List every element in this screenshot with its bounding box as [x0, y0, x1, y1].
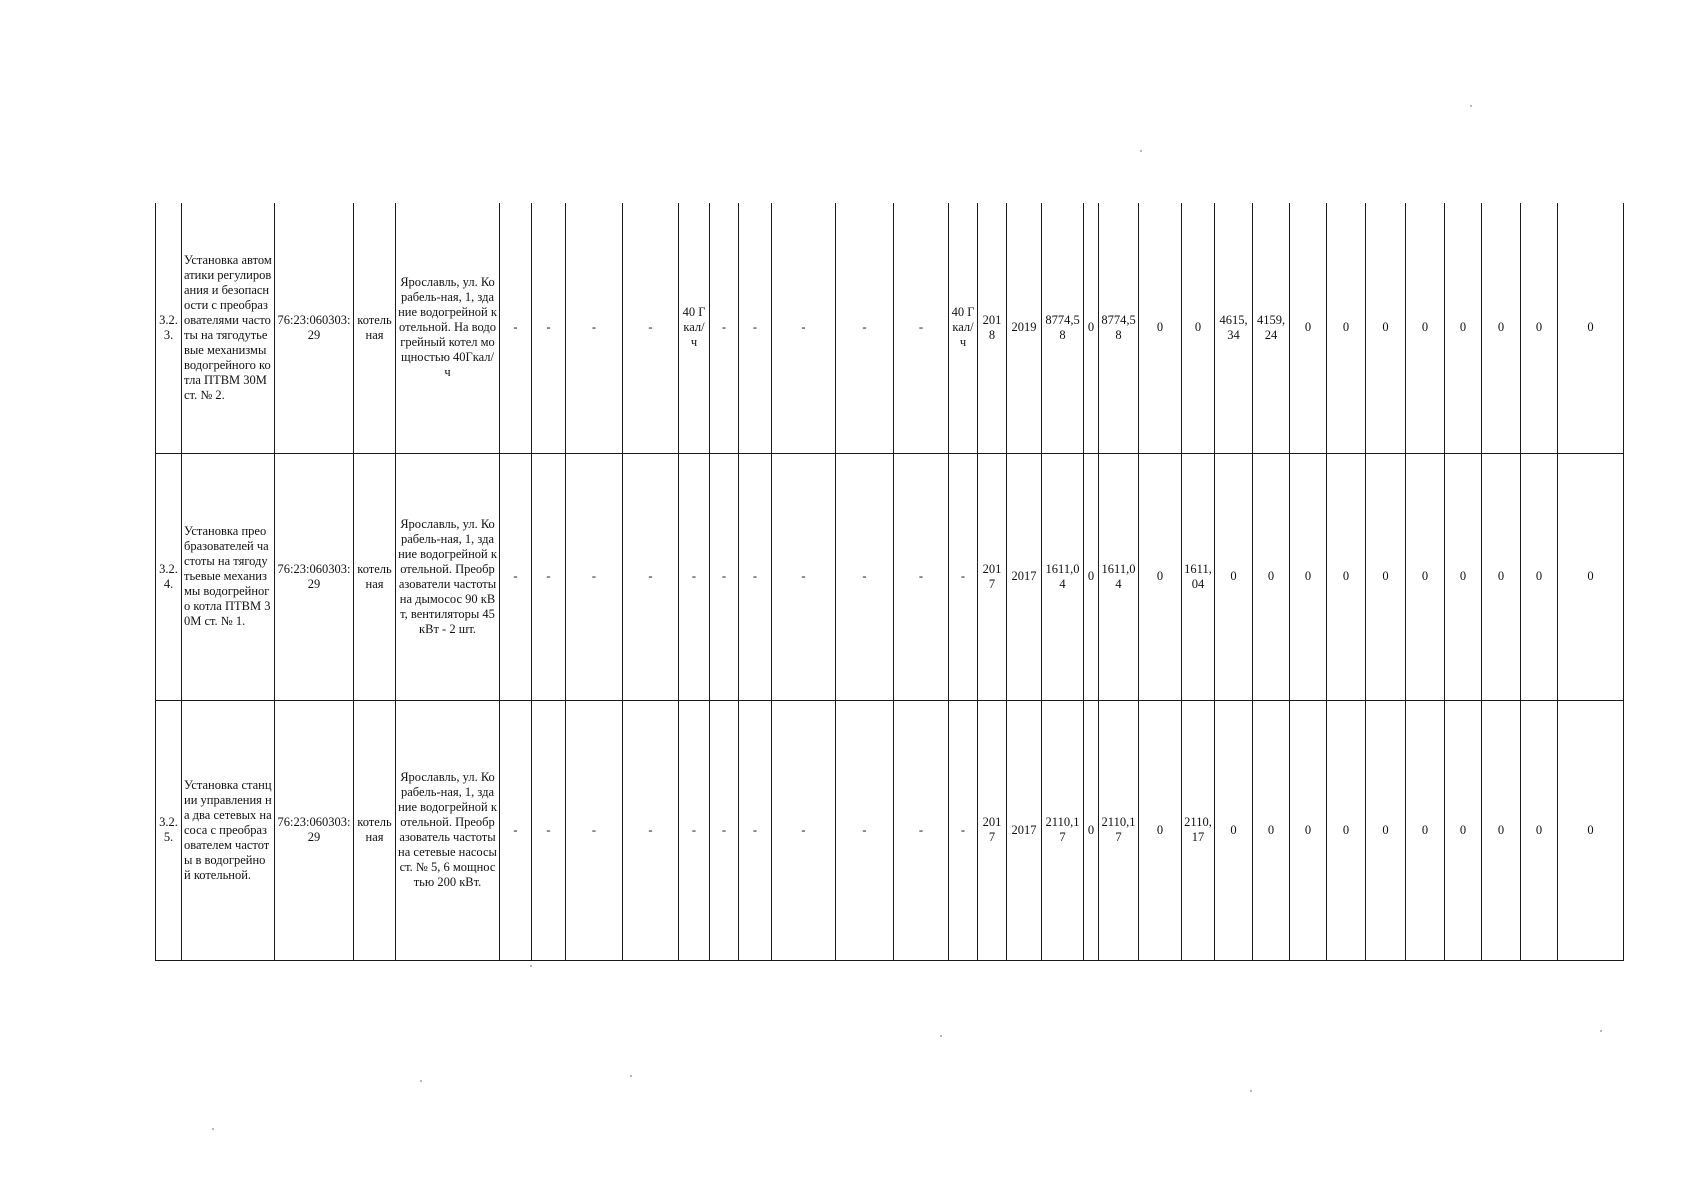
value-cell: 0 [1084, 700, 1099, 960]
scan-speck [1600, 1030, 1602, 1032]
value-cell: - [500, 203, 532, 453]
value-cell: 0 [1406, 203, 1445, 453]
value-cell: 0 [1182, 203, 1215, 453]
value-cell: - [500, 453, 532, 700]
capacity-cell: 40 Гкал/ч [679, 203, 710, 453]
value-cell: 0 [1084, 453, 1099, 700]
value-cell: 0 [1482, 453, 1521, 700]
capacity-cell: - [679, 700, 710, 960]
value-cell: - [566, 203, 623, 453]
scan-speck [420, 1080, 422, 1082]
value-cell: 0 [1445, 203, 1482, 453]
value-cell: - [894, 453, 949, 700]
value-cell: - [772, 203, 836, 453]
table-row [156, 700, 1689, 960]
value-cell: - [739, 700, 772, 960]
capacity-cell: - [949, 700, 978, 960]
value-cell: - [739, 453, 772, 700]
cost-cell: 2110,17 [1182, 700, 1215, 960]
row-number: 3.2.4. [156, 453, 182, 700]
cost-cell: 4615,34 [1215, 203, 1253, 453]
table-row [156, 453, 1689, 700]
scan-speck [212, 1128, 214, 1130]
cadastral-number: 76:23:060303:29 [275, 203, 354, 453]
cadastral-number: 76:23:060303:29 [275, 453, 354, 700]
row-number: 3.2.3. [156, 203, 182, 453]
row-number: 3.2.5. [156, 700, 182, 960]
scan-speck [630, 1075, 632, 1077]
cost-cell: 8774,58 [1099, 203, 1139, 453]
value-cell: - [836, 700, 894, 960]
cost-cell: 1611,04 [1099, 453, 1139, 700]
value-cell: - [623, 700, 679, 960]
scan-speck [1470, 105, 1472, 107]
value-cell: 0 [1139, 453, 1182, 700]
value-cell: 0 [1139, 700, 1182, 960]
value-cell: 0 [1366, 453, 1406, 700]
value-cell: 0 [1290, 700, 1327, 960]
value-cell: - [772, 453, 836, 700]
value-cell: 0 [1327, 203, 1366, 453]
value-cell: - [566, 453, 623, 700]
capacity-cell: - [679, 453, 710, 700]
measure-name: Установка преобразователей частоты на тягодутьевые механизмы водогрейного котла ПТВМ 30М ст. № 1. [182, 453, 275, 700]
value-cell: 0 [1406, 453, 1445, 700]
investment-program-table [155, 203, 1689, 961]
value-cell: - [623, 453, 679, 700]
table-row [156, 203, 1689, 453]
end-year: 2017 [1007, 453, 1042, 700]
value-cell: 0 [1366, 700, 1406, 960]
value-cell: - [566, 700, 623, 960]
value-cell: - [772, 700, 836, 960]
value-cell: - [894, 203, 949, 453]
cost-cell: 2110,17 [1099, 700, 1139, 960]
value-cell: - [710, 700, 739, 960]
value-cell: 0 [1139, 203, 1182, 453]
start-year: 2018 [978, 203, 1007, 453]
scan-speck [530, 965, 532, 967]
value-cell: 0 [1521, 453, 1558, 700]
cost-cell: 0 [1215, 700, 1253, 960]
capacity-cell: 40 Гкал/ч [949, 203, 978, 453]
object-address: Ярославль, ул. Корабель-ная, 1, здание водогрейной котельной. На водогрейный котел мощностью 40Гкал/ч [396, 203, 500, 453]
cost-cell: 0 [1253, 453, 1290, 700]
value-cell: - [710, 453, 739, 700]
value-cell: - [532, 203, 566, 453]
value-cell: 0 [1558, 203, 1624, 453]
value-cell: 0 [1521, 700, 1558, 960]
scan-speck [1250, 1090, 1252, 1092]
value-cell: 0 [1366, 203, 1406, 453]
value-cell: 0 [1084, 203, 1099, 453]
start-year: 2017 [978, 700, 1007, 960]
start-year: 2017 [978, 453, 1007, 700]
object-type: котельная [354, 700, 396, 960]
value-cell: - [836, 453, 894, 700]
total-cost: 2110,17 [1042, 700, 1084, 960]
value-cell: - [532, 453, 566, 700]
object-type: котельная [354, 453, 396, 700]
measure-name: Установка автоматики регулирования и безопасности с преобразователями частоты на тягодутьевые механизмы водогрейного котла ПТВМ 30М ст. № 2. [182, 203, 275, 453]
value-cell: - [739, 203, 772, 453]
cost-cell: 0 [1215, 453, 1253, 700]
scan-speck [1140, 150, 1142, 152]
value-cell: 0 [1482, 203, 1521, 453]
scan-speck [940, 1035, 942, 1037]
value-cell: 0 [1482, 700, 1521, 960]
value-cell: - [894, 700, 949, 960]
value-cell: - [836, 203, 894, 453]
cost-cell: 1611,04 [1182, 453, 1215, 700]
value-cell: 0 [1445, 453, 1482, 700]
end-year: 2017 [1007, 700, 1042, 960]
value-cell: 0 [1327, 453, 1366, 700]
total-cost: 8774,58 [1042, 203, 1084, 453]
value-cell: 0 [1445, 700, 1482, 960]
value-cell: 0 [1290, 203, 1327, 453]
value-cell: - [500, 700, 532, 960]
cost-cell: 0 [1253, 700, 1290, 960]
value-cell: 0 [1290, 453, 1327, 700]
total-cost: 1611,04 [1042, 453, 1084, 700]
end-year: 2019 [1007, 203, 1042, 453]
capacity-cell: - [949, 453, 978, 700]
object-address: Ярославль, ул. Корабель-ная, 1, здание водогрейной котельной. Преобразователи частоты на дымосос 90 кВт, вентиляторы 45 кВт - 2 шт. [396, 453, 500, 700]
object-type: котельная [354, 203, 396, 453]
value-cell: 0 [1558, 453, 1624, 700]
value-cell: 0 [1521, 203, 1558, 453]
value-cell: - [532, 700, 566, 960]
value-cell: 0 [1406, 700, 1445, 960]
object-address: Ярославль, ул. Корабель-ная, 1, здание водогрейной котельной. Преобразователь частоты на сетевые насосы ст. № 5, 6 мощностью 200 кВт. [396, 700, 500, 960]
value-cell: - [623, 203, 679, 453]
cadastral-number: 76:23:060303:29 [275, 700, 354, 960]
cost-cell: 4159,24 [1253, 203, 1290, 453]
value-cell: - [710, 203, 739, 453]
value-cell: 0 [1327, 700, 1366, 960]
measure-name: Установка станции управления на два сетевых насоса с преобразователем частоты в водогрейной котельной. [182, 700, 275, 960]
value-cell: 0 [1558, 700, 1624, 960]
